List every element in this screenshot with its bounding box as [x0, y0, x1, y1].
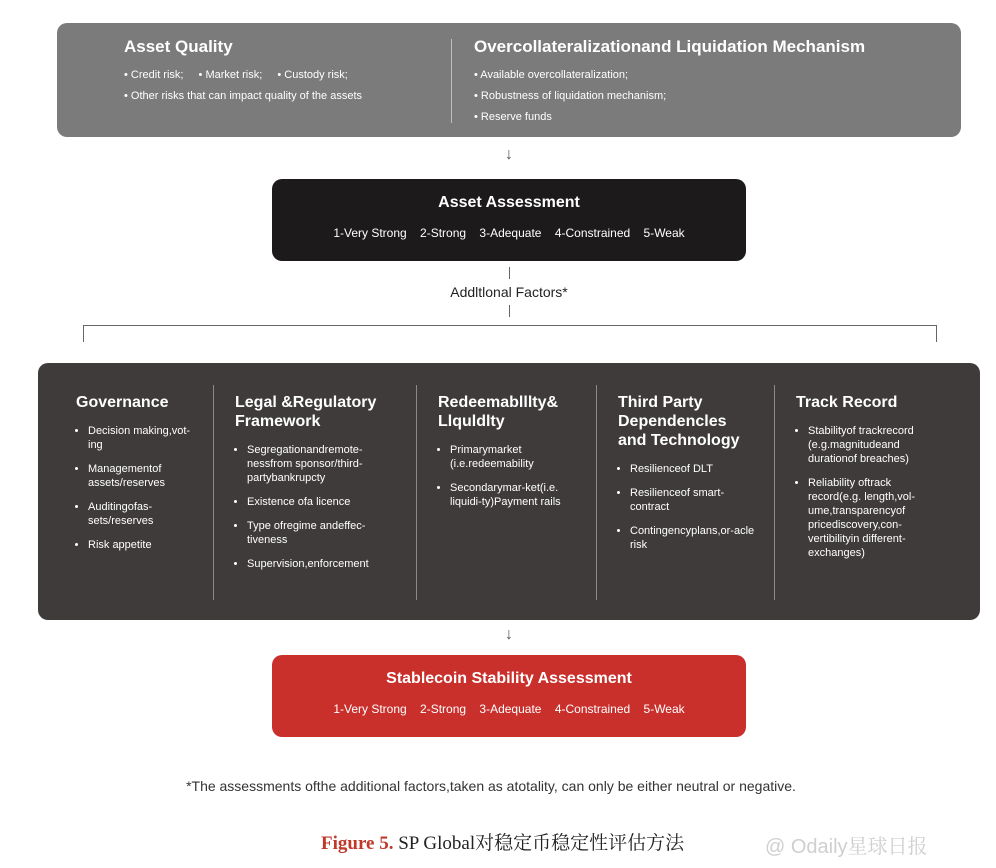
- caption-text: SP Global对稳定币稳定性评估方法: [393, 833, 685, 854]
- rating-label: 4-Constrained: [554, 702, 631, 716]
- factor-column-governance: [76, 393, 201, 562]
- factor-item: • Contingencyplans,or-acle risk: [630, 524, 758, 552]
- rating-label: 5-Weak: [643, 226, 685, 240]
- rating-label: 3-Adequate: [479, 226, 542, 240]
- column-divider: [596, 385, 597, 600]
- asset-assessment-box: [272, 179, 746, 261]
- asset-quality-line-1: [124, 65, 362, 86]
- factor-title: Legal &Regulatory Framework: [235, 394, 377, 430]
- factor-title: Governance: [76, 394, 169, 411]
- stability-assessment-title: Stablecoin Stability Assessment: [386, 670, 632, 687]
- figure-caption: [321, 828, 684, 855]
- asset-assessment-title: Asset Assessment: [438, 194, 580, 211]
- connector-line: [509, 267, 510, 279]
- stability-assessment-ratings: [272, 702, 746, 716]
- asset-assessment-ratings: [272, 226, 746, 240]
- factor-item: • Stabilityof trackrecord (e.g.magnitudeand durationof breaches): [808, 424, 946, 466]
- factor-item: • Primarymarket (i.e.redeemability: [450, 443, 578, 471]
- factor-item: • Resilienceof DLT: [630, 462, 758, 476]
- factor-item: • Auditingofas-sets/reserves: [88, 500, 201, 528]
- connector-line: [509, 305, 510, 317]
- factor-column-legal: [235, 393, 397, 581]
- stability-assessment-box: [272, 655, 746, 737]
- factor-item: • Segregationandremote-nessfrom sponsor/third-partybankrupcty: [247, 443, 397, 485]
- overcollateralization-item: • Reserve funds: [474, 111, 552, 123]
- overcollateralization-item: • Available overcollateralization;: [474, 69, 629, 81]
- rating-label: 5-Weak: [643, 702, 685, 716]
- factor-item: • Secondarymar-ket(i.e. liquidi-ty)Payment rails: [450, 481, 578, 509]
- factor-item: • Resilienceof smart-contract: [630, 486, 758, 514]
- factor-title: Track Record: [796, 394, 898, 411]
- column-divider: [213, 385, 214, 600]
- rating-label: 2-Strong: [420, 226, 467, 240]
- overcollateralization-item: • Robustness of liquidation mechanism;: [474, 90, 667, 102]
- asset-quality-section: [124, 37, 362, 107]
- factors-bracket: [83, 325, 937, 342]
- factor-item: • Existence ofa licence: [247, 495, 397, 509]
- rating-label: 2-Strong: [420, 702, 467, 716]
- additional-factors-label: Addltlonal Factors*: [450, 284, 568, 300]
- factor-item: • Supervision,enforcement: [247, 557, 397, 571]
- factor-column-track-record: [796, 393, 946, 570]
- asset-quality-item: • Market risk;: [198, 69, 263, 81]
- asset-quality-title: Asset Quality: [124, 37, 233, 56]
- watermark: @ Odaily星球日报: [765, 836, 928, 858]
- top-divider: [451, 39, 452, 123]
- arrow-down-icon: ↓: [505, 146, 513, 163]
- factor-item: • Reliability oftrack record(e.g. length,vol-ume,transparencyof pricediscovery,con-vertibilityin different-exchanges): [808, 476, 946, 560]
- overcollateralization-section: [474, 37, 865, 128]
- arrow-down-icon: ↓: [505, 626, 513, 643]
- overcollateralization-title: Overcollateralizationand Liquidation Mechanism: [474, 37, 866, 56]
- column-divider: [416, 385, 417, 600]
- rating-label: 4-Constrained: [554, 226, 631, 240]
- factor-item: • Risk appetite: [88, 538, 201, 552]
- top-factors-box: [57, 23, 961, 137]
- asset-quality-item: • Credit risk;: [124, 69, 184, 81]
- asset-quality-line-2: • Other risks that can impact quality of the assets: [124, 90, 363, 102]
- asset-quality-item: • Custody risk;: [277, 69, 348, 81]
- rating-label: 3-Adequate: [479, 702, 542, 716]
- factor-title: Redeemablllty& Llquldlty: [438, 394, 559, 430]
- rating-label: 1-Very Strong: [333, 702, 407, 716]
- rating-label: 1-Very Strong: [333, 226, 407, 240]
- footnote: *The assessments ofthe additional factors,taken as atotality, can only be either neutral or negative.: [186, 778, 796, 794]
- factor-column-third-party: [618, 393, 758, 562]
- factor-item: • Type ofregime andeffec-tiveness: [247, 519, 397, 547]
- figure-label: Figure 5.: [321, 833, 394, 854]
- factor-item: • Managementof assets/reserves: [88, 462, 201, 490]
- column-divider: [774, 385, 775, 600]
- additional-factors-box: [38, 363, 980, 620]
- factor-title: Third Party Dependencles and Technology: [618, 394, 740, 449]
- factor-item: • Decision making,vot-ing: [88, 424, 201, 452]
- factor-column-redeemability: [438, 393, 578, 519]
